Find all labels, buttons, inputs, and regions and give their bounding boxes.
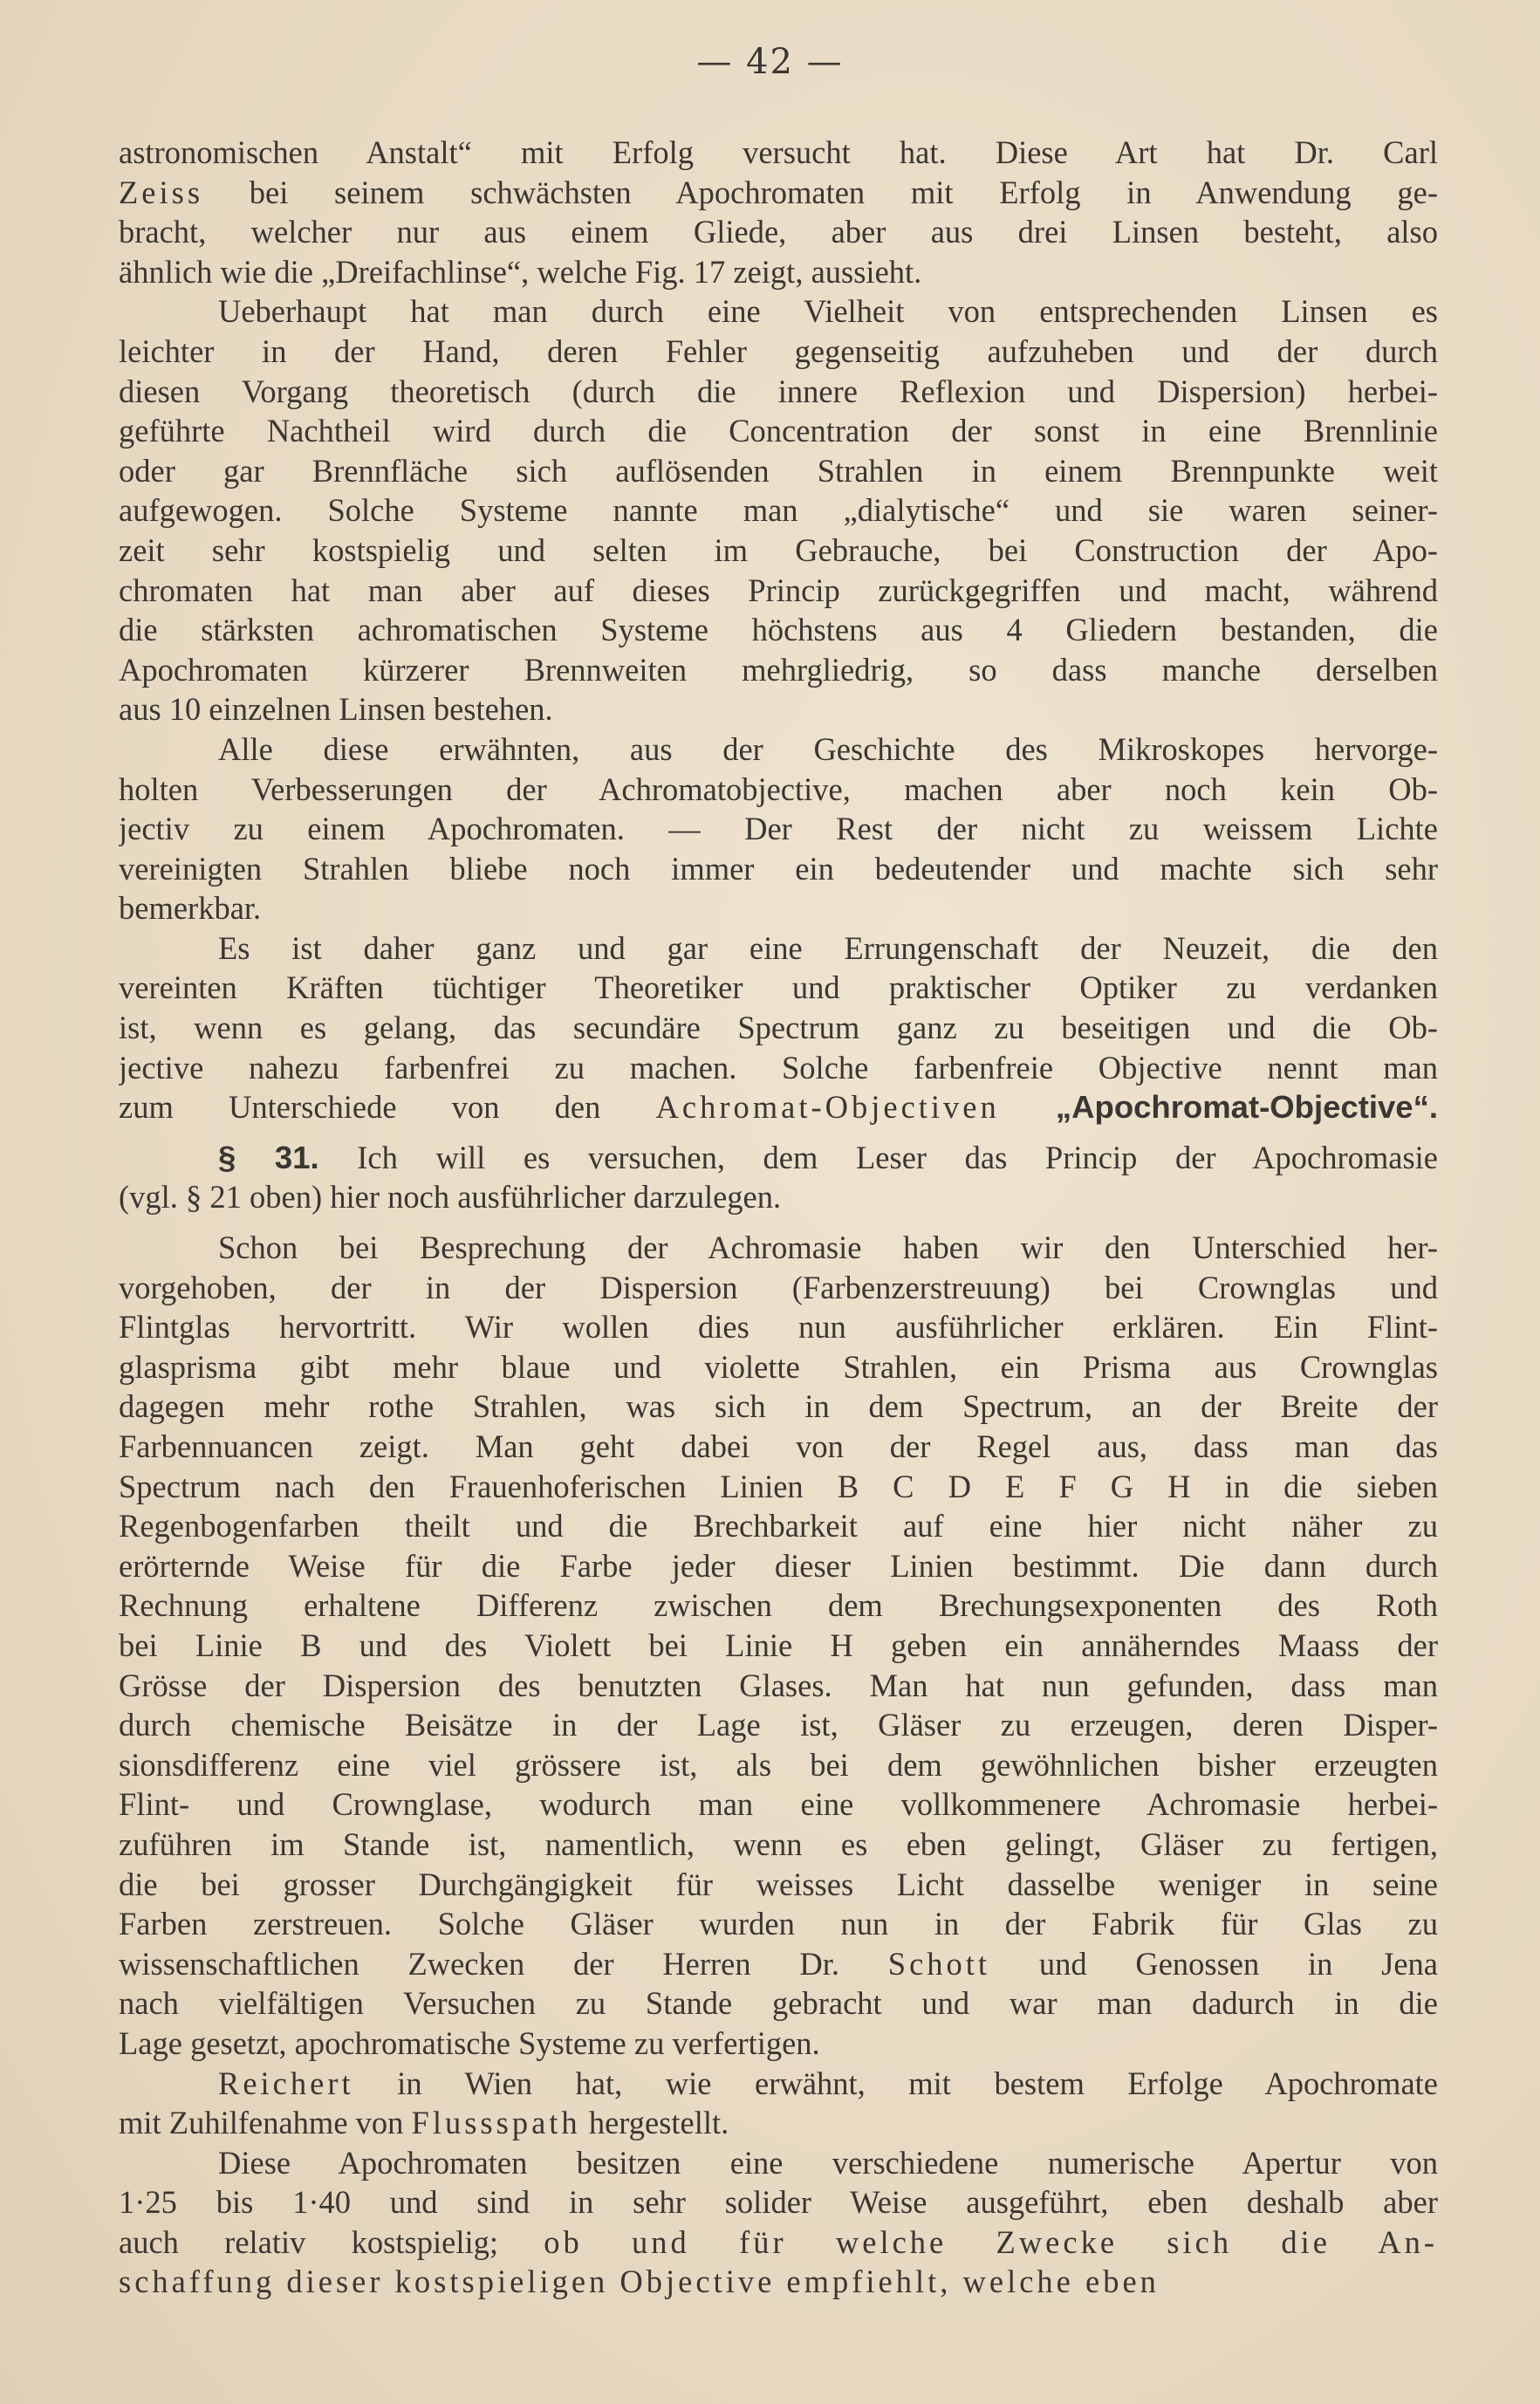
- text-line: durch chemische Beisätze in der Lage ist, Gläser zu erzeugen, deren Disper-: [119, 1707, 1438, 1743]
- text-line: bei Linie B und des Violett bei Linie H geben ein annäherndes Maass der: [119, 1627, 1438, 1663]
- text-line: wissenschaftlichen Zwecken der Herren Dr. Schott und Genossen in Jena: [119, 1945, 1438, 1982]
- text-line: Alle diese erwähnten, aus der Geschichte des Mikroskopes hervorge-: [218, 730, 1438, 767]
- text-line: Zeiss bei seinem schwächsten Apochromaten mit Erfolg in Anwendung ge-: [119, 174, 1438, 210]
- text-line: dagegen mehr rothe Strahlen, was sich in dem Spectrum, an der Breite der: [119, 1388, 1438, 1425]
- text-line: Diese Apochromaten besitzen eine verschiedene numerische Apertur von: [218, 2144, 1438, 2181]
- text-line: Rechnung erhaltene Differenz zwischen dem Brechungsexponenten des Roth: [119, 1587, 1438, 1624]
- text-line: zum Unterschiede von den Achromat-Objectiven „Apochromat-Objective“.: [119, 1089, 1438, 1126]
- text-line: zuführen im Stande ist, namentlich, wenn es eben gelingt, Gläser zu fertigen,: [119, 1825, 1438, 1862]
- emphasis-name: Flussspath: [411, 2105, 581, 2141]
- section-number: § 31.: [218, 1139, 319, 1175]
- text-line: oder gar Brennfläche sich auflösenden Strahlen in einem Brennpunkte weit: [119, 452, 1438, 489]
- text-line: chromaten hat man aber auf dieses Princip zurückgegriffen und macht, während: [119, 572, 1438, 608]
- text-line: Ueberhaupt hat man durch eine Vielheit von entsprechenden Linsen es: [218, 293, 1438, 330]
- text-line: Farben zerstreuen. Solche Gläser wurden nun in der Fabrik für Glas zu: [119, 1906, 1438, 1942]
- text-line: Apochromaten kürzerer Brennweiten mehrgliedrig, so dass manche derselben: [119, 651, 1438, 688]
- section-spacing: [119, 1217, 1438, 1228]
- bold-term: „Apochromat-Objective“.: [999, 1089, 1438, 1126]
- text-line: leichter in der Hand, deren Fehler gegenseitig aufzuheben und der durch: [119, 332, 1438, 369]
- text-line: bracht, welcher nur aus einem Gliede, aber aus drei Linsen besteht, also: [119, 214, 1438, 250]
- text-line: § 31. Ich will es versuchen, dem Leser das Princip der Apochromasie: [218, 1139, 1438, 1175]
- text-line: bemerkbar.: [119, 890, 262, 927]
- paragraph-p6: [119, 1228, 1438, 2063]
- emphasis-name: Zeiss: [119, 174, 204, 210]
- text-line: die stärksten achromatischen Systeme höchstens aus 4 Gliedern bestanden, die: [119, 612, 1438, 648]
- text-line: diesen Vorgang theoretisch (durch die innere Reflexion und Dispersion) herbei-: [119, 373, 1438, 409]
- text-line: Flintglas hervortritt. Wir wollen dies nun ausführlicher erklären. Ein Flint-: [119, 1309, 1438, 1346]
- section-spacing: [119, 1127, 1438, 1138]
- text-line: geführte Nachtheil wird durch die Concentration der sonst in eine Brennlinie: [119, 413, 1438, 449]
- text-line: vereinten Kräften tüchtiger Theoretiker und praktischer Optiker zu verdanken: [119, 969, 1438, 1006]
- text-line: holten Verbesserungen der Achromatobjective, machen aber noch kein Ob-: [119, 771, 1438, 807]
- text-line: erörternde Weise für die Farbe jeder dieser Linien bestimmt. Die dann durch: [119, 1547, 1438, 1584]
- text-line: vereinigten Strahlen bliebe noch immer ein bedeutender und machte sich sehr: [119, 850, 1438, 887]
- text-line: auch relativ kostspielig; ob und für welche Zwecke sich die An-: [119, 2223, 1438, 2260]
- paragraph-p7: [119, 2064, 1438, 2143]
- text-line: jectiv zu einem Apochromaten. — Der Rest der nicht zu weissem Lichte: [119, 811, 1438, 847]
- text-line: aufgewogen. Solche Systeme nannte man „dialytische“ und sie waren seiner-: [119, 492, 1438, 529]
- emphasis-text: ob und für welche Zwecke sich die An-: [544, 2223, 1438, 2260]
- emphasis-name: Reichert: [218, 2065, 354, 2101]
- text-line: ist, wenn es gelang, das secundäre Spectrum ganz zu beseitigen und die Ob-: [119, 1010, 1438, 1046]
- emphasis-text: schaffung dieser kostspieligen Objective empfiehlt, welche eben: [119, 2264, 1160, 2300]
- text-line: jective nahezu farbenfrei zu machen. Solche farbenfreie Objective nennt man: [119, 1049, 1438, 1086]
- body-text: [119, 133, 1438, 2302]
- text-line: (vgl. § 21 oben) hier noch ausführlicher darzulegen.: [119, 1179, 782, 1216]
- text-line: die bei grosser Durchgängigkeit für weisses Licht dasselbe weniger in seine: [119, 1866, 1438, 1902]
- emphasis-term: Achromat-Objectiven: [655, 1089, 1000, 1126]
- text-line: [119, 2262, 1438, 2302]
- text-line: mit Zuhilfenahme von Flussspath hergestellt.: [119, 2105, 729, 2141]
- text-line: aus 10 einzelnen Linsen bestehen.: [119, 691, 553, 728]
- text-line: astronomischen Anstalt“ mit Erfolg versucht hat. Diese Art hat Dr. Carl: [119, 134, 1438, 170]
- paragraph-p2: [119, 291, 1438, 729]
- text-line: zeit sehr kostspielig und selten im Gebrauche, bei Construction der Apo-: [119, 531, 1438, 568]
- page-number: — 42 —: [696, 42, 844, 82]
- text-line: Regenbogenfarben theilt und die Brechbarkeit auf eine hier nicht näher zu: [119, 1508, 1438, 1544]
- text-line: nach vielfältigen Versuchen zu Stande gebracht und war man dadurch in die: [119, 1985, 1438, 2022]
- text-line: Reichert in Wien hat, wie erwähnt, mit bestem Erfolge Apochromate: [218, 2065, 1438, 2101]
- text-line: 1·25 bis 1·40 und sind in sehr solider Weise ausgeführt, eben deshalb aber: [119, 2184, 1438, 2221]
- paragraph-p5: [119, 1138, 1438, 1217]
- text-line: vorgehoben, der in der Dispersion (Farbenzerstreuung) bei Crownglas und: [119, 1269, 1438, 1305]
- emphasis-name: Schott: [887, 1945, 991, 1982]
- text-line: glasprisma gibt mehr blaue und violette Strahlen, ein Prisma aus Crownglas: [119, 1348, 1438, 1385]
- paragraph-p1: [119, 133, 1438, 291]
- text-line: Spectrum nach den Frauenhoferischen Linien B C D E F G H in die sieben: [119, 1468, 1438, 1504]
- text-line: Grösse der Dispersion des benutzten Glases. Man hat nun gefunden, dass man: [119, 1667, 1438, 1703]
- text-line: ähnlich wie die „Dreifachlinse“, welche Fig. 17 zeigt, aussieht.: [119, 253, 922, 290]
- paragraph-p3: [119, 729, 1438, 928]
- text-line: sionsdifferenz eine viel grössere ist, als bei dem gewöhnlichen bisher erzeugten: [119, 1746, 1438, 1783]
- paragraph-p4: [119, 928, 1438, 1127]
- text-line: Farbennuancen zeigt. Man geht dabei von der Regel aus, dass man das: [119, 1428, 1438, 1464]
- paragraph-p8: [119, 2143, 1438, 2302]
- text-line: Es ist daher ganz und gar eine Errungenschaft der Neuzeit, die den: [218, 929, 1438, 966]
- text-line: Lage gesetzt, apochromatische Systeme zu verfertigen.: [119, 2024, 820, 2061]
- text-line: Schon bei Besprechung der Achromasie haben wir den Unterschied her-: [218, 1229, 1438, 1266]
- text-line: Flint- und Crownglase, wodurch man eine vollkommenere Achromasie herbei-: [119, 1786, 1438, 1823]
